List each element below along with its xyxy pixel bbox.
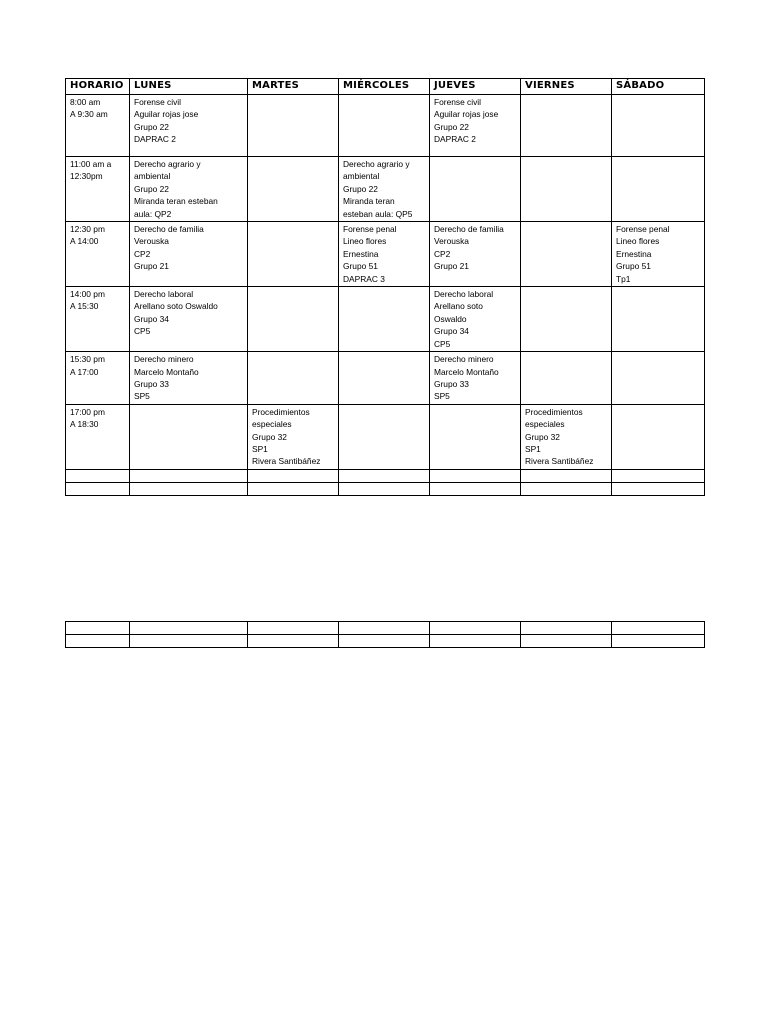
empty-cell xyxy=(521,635,612,648)
class-cell-line: Grupo 21 xyxy=(434,261,469,272)
class-cell xyxy=(521,404,612,469)
class-cell-line: Derecho minero xyxy=(434,354,494,365)
class-cell-line: esteban aula: QP5 xyxy=(343,208,413,219)
empty-cell xyxy=(248,622,339,635)
header-horario: HORARIO xyxy=(66,79,130,95)
empty-cell xyxy=(248,482,339,495)
time-slot-cell xyxy=(66,404,130,469)
class-cell-line: Derecho laboral xyxy=(134,289,194,300)
schedule-row xyxy=(66,287,705,352)
empty-cell xyxy=(339,635,430,648)
schedule-table xyxy=(65,78,705,496)
class-cell-line: Grupo 34 xyxy=(434,326,469,337)
class-cell-line: CP5 xyxy=(434,338,451,349)
empty-cell xyxy=(248,469,339,482)
class-cell-line: CP2 xyxy=(134,248,151,259)
class-cell-line: Grupo 32 xyxy=(525,431,560,442)
empty-row xyxy=(66,469,705,482)
class-cell xyxy=(339,352,430,405)
empty-cell xyxy=(612,635,705,648)
class-cell-line: Grupo 33 xyxy=(434,378,469,389)
empty-cell xyxy=(521,622,612,635)
empty-cell xyxy=(130,482,248,495)
empty-cell xyxy=(430,469,521,482)
time-slot-cell xyxy=(66,95,130,157)
class-cell-line: Grupo 51 xyxy=(616,261,651,272)
empty-cell xyxy=(66,622,130,635)
time-slot-line: 14:00 pm xyxy=(70,289,105,300)
class-cell xyxy=(430,95,521,157)
class-cell xyxy=(521,222,612,287)
class-cell-line: Miranda teran esteban xyxy=(134,196,218,207)
class-cell xyxy=(521,287,612,352)
empty-row xyxy=(66,482,705,495)
class-cell-line: Forense penal xyxy=(616,224,670,235)
class-cell xyxy=(430,287,521,352)
empty-cell xyxy=(612,482,705,495)
class-cell-line: Grupo 22 xyxy=(343,183,378,194)
class-cell-line: Grupo 22 xyxy=(134,121,169,132)
time-slot-line: 11:00 am a xyxy=(70,159,112,169)
schedule-row xyxy=(66,95,705,157)
schedule-row xyxy=(66,352,705,405)
class-cell-line: Aguilar rojas jose xyxy=(434,109,499,120)
class-cell-line: Derecho de familia xyxy=(434,224,504,235)
time-slot-cell xyxy=(66,352,130,405)
empty-table-body xyxy=(66,622,705,648)
class-cell xyxy=(339,95,430,157)
class-cell-line: Oswaldo xyxy=(434,313,467,324)
class-cell xyxy=(130,352,248,405)
class-cell xyxy=(521,95,612,157)
class-cell xyxy=(339,287,430,352)
class-cell xyxy=(339,157,430,222)
time-slot-line: 12:30pm xyxy=(70,171,103,182)
class-cell-line: SP5 xyxy=(134,391,150,402)
empty-cell xyxy=(521,482,612,495)
time-slot-cell xyxy=(66,287,130,352)
class-cell xyxy=(130,287,248,352)
class-cell xyxy=(339,222,430,287)
header-sabado: SÁBADO xyxy=(612,79,705,95)
class-cell-line: Grupo 34 xyxy=(134,313,169,324)
empty-cell xyxy=(521,469,612,482)
class-cell-line: DAPRAC 2 xyxy=(134,134,176,145)
empty-cell xyxy=(339,482,430,495)
class-cell xyxy=(248,287,339,352)
time-slot-line: 15:30 pm xyxy=(70,354,105,365)
class-cell xyxy=(612,157,705,222)
empty-cell xyxy=(130,635,248,648)
header-miercoles: MIÉRCOLES xyxy=(339,79,430,95)
class-cell-line: Verouska xyxy=(434,236,469,247)
class-cell-line: Derecho agrario y xyxy=(134,159,201,169)
class-cell-line: aula: QP2 xyxy=(134,208,172,219)
class-cell-line: Ernestina xyxy=(616,248,652,259)
class-cell-line: SP1 xyxy=(525,443,541,454)
empty-cell xyxy=(66,635,130,648)
class-cell-line: Derecho laboral xyxy=(434,289,494,300)
class-cell-line: ambiental xyxy=(343,171,380,182)
empty-cell xyxy=(430,635,521,648)
class-cell-line: Lineo flores xyxy=(616,236,660,247)
class-cell-line: Rivera Santibáñez xyxy=(525,456,594,467)
header-martes: MARTES xyxy=(248,79,339,95)
empty-cell xyxy=(430,482,521,495)
class-cell xyxy=(521,157,612,222)
header-viernes: VIERNES xyxy=(521,79,612,95)
class-cell-line: Grupo 32 xyxy=(252,431,287,442)
time-slot-line: A 15:30 xyxy=(70,301,99,312)
empty-cell xyxy=(66,469,130,482)
class-cell-line: CP5 xyxy=(134,326,151,337)
class-cell xyxy=(130,157,248,222)
class-cell-line: Arellano soto xyxy=(434,301,483,312)
class-cell-line: Ernestina xyxy=(343,248,379,259)
time-slot-line: A 14:00 xyxy=(70,236,99,247)
empty-cell xyxy=(612,469,705,482)
empty-cell xyxy=(430,622,521,635)
time-slot-line: 12:30 pm xyxy=(70,224,105,235)
class-cell xyxy=(430,157,521,222)
class-cell xyxy=(339,404,430,469)
empty-row xyxy=(66,622,705,635)
header-lunes: LUNES xyxy=(130,79,248,95)
class-cell-line: especiales xyxy=(252,419,292,430)
class-cell xyxy=(612,404,705,469)
empty-table xyxy=(65,621,705,648)
class-cell-line: SP1 xyxy=(252,443,268,454)
class-cell xyxy=(248,222,339,287)
class-cell-line: Grupo 21 xyxy=(134,261,169,272)
class-cell-line: Forense civil xyxy=(134,97,182,107)
class-cell xyxy=(430,222,521,287)
class-cell xyxy=(521,352,612,405)
class-cell-line: Procedimientos xyxy=(252,406,310,417)
class-cell-line: Aguilar rojas jose xyxy=(134,109,199,120)
class-cell xyxy=(612,287,705,352)
class-cell-line: Grupo 22 xyxy=(434,121,469,132)
empty-cell xyxy=(339,469,430,482)
class-cell-line: ambiental xyxy=(134,171,171,182)
class-cell-line: DAPRAC 3 xyxy=(343,273,385,284)
class-cell-line: SP5 xyxy=(434,391,450,402)
class-cell xyxy=(612,222,705,287)
class-cell-line: Verouska xyxy=(134,236,169,247)
time-slot-line: A 17:00 xyxy=(70,366,99,377)
class-cell-line: Lineo flores xyxy=(343,236,387,247)
schedule-row xyxy=(66,222,705,287)
time-slot-cell xyxy=(66,157,130,222)
class-cell-line: Derecho de familia xyxy=(134,224,204,235)
class-cell-line: Derecho agrario y xyxy=(343,159,410,169)
class-cell xyxy=(130,404,248,469)
class-cell xyxy=(430,352,521,405)
time-slot-line: 8:00 am xyxy=(70,97,101,107)
class-cell xyxy=(248,404,339,469)
schedule-row xyxy=(66,157,705,222)
empty-cell xyxy=(130,469,248,482)
class-cell-line: Procedimientos xyxy=(525,406,583,417)
class-cell-line: especiales xyxy=(525,419,565,430)
time-slot-line: A 9:30 am xyxy=(70,109,108,120)
class-cell xyxy=(248,95,339,157)
class-cell-line: Grupo 33 xyxy=(134,378,169,389)
class-cell xyxy=(612,95,705,157)
schedule-body xyxy=(66,95,705,496)
class-cell xyxy=(612,352,705,405)
empty-row xyxy=(66,635,705,648)
class-cell-line: CP2 xyxy=(434,248,451,259)
header-jueves: JUEVES xyxy=(430,79,521,95)
class-cell-line: Grupo 51 xyxy=(343,261,378,272)
class-cell xyxy=(430,404,521,469)
empty-cell xyxy=(248,635,339,648)
class-cell-line: Forense civil xyxy=(434,97,482,107)
empty-cell xyxy=(339,622,430,635)
class-cell-line: Rivera Santibáñez xyxy=(252,456,321,467)
class-cell-line: Forense penal xyxy=(343,224,397,235)
header-row xyxy=(66,79,705,95)
class-cell-line: Grupo 22 xyxy=(134,183,169,194)
time-slot-cell xyxy=(66,222,130,287)
class-cell xyxy=(248,352,339,405)
class-cell xyxy=(130,95,248,157)
time-slot-line: A 18:30 xyxy=(70,419,99,430)
empty-cell xyxy=(612,622,705,635)
class-cell-line: Tp1 xyxy=(616,273,631,284)
class-cell-line: Marcelo Montaño xyxy=(134,366,199,377)
class-cell-line: Miranda teran xyxy=(343,196,395,207)
class-cell-line: Marcelo Montaño xyxy=(434,366,499,377)
empty-cell xyxy=(66,482,130,495)
class-cell xyxy=(130,222,248,287)
empty-cell xyxy=(130,622,248,635)
class-cell-line: Arellano soto Oswaldo xyxy=(134,301,218,312)
schedule-row xyxy=(66,404,705,469)
time-slot-line: 17:00 pm xyxy=(70,406,105,417)
class-cell-line: DAPRAC 2 xyxy=(434,134,476,145)
class-cell xyxy=(248,157,339,222)
class-cell-line: Derecho minero xyxy=(134,354,194,365)
